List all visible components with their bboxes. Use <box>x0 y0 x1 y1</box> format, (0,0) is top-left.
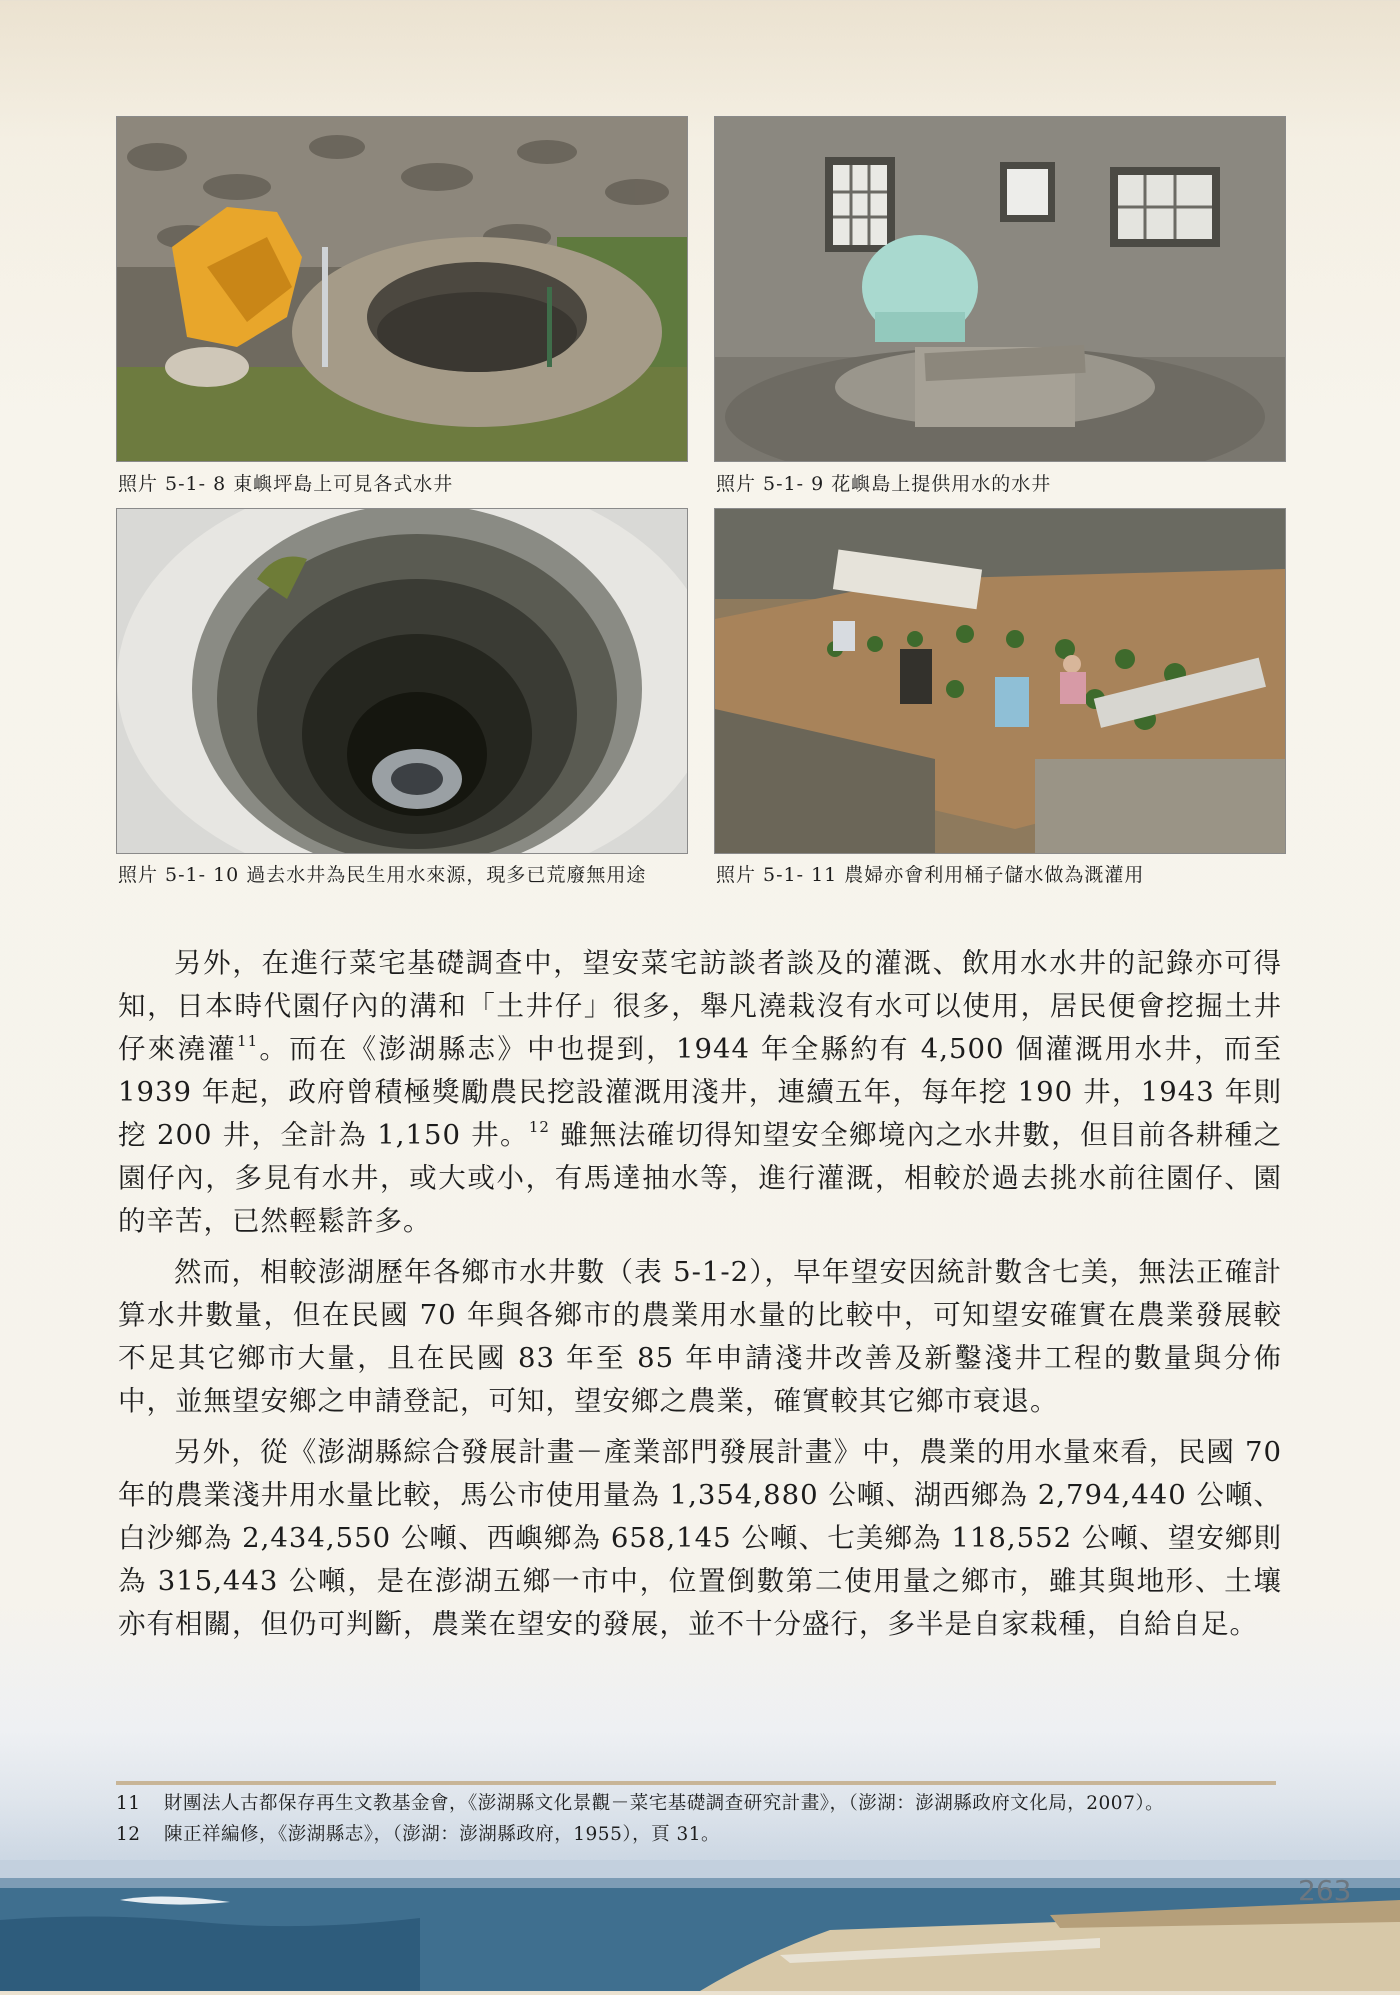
footnote-number: 12 <box>116 1824 141 1845</box>
footnote-ref[interactable]: 12 <box>528 1118 550 1136</box>
photo-caption: 照片 5-1- 8 東嶼坪島上可見各式水井 <box>118 473 454 495</box>
footnotes <box>116 1790 1276 1852</box>
footnote-divider <box>116 1781 1276 1785</box>
body-text <box>118 942 1282 1654</box>
paragraph: 然而，相較澎湖歷年各鄉市水井數（表 5-1-2），早年望安因統計數含七美，無法正確計算水井數量，但在民國 70 年與各鄉市的農業用水量的比較中，可知望安確實在農業發展較不足其它鄉市大量，且在民國 83 年至 85 年申請淺井改善及新鑿淺井工程的數量與分佈中，並無望安鄉之申請登記，可知，望安鄉之農業，確實較其它鄉市衰退。 <box>118 1256 1282 1417</box>
page-number: 263 <box>1298 1874 1352 1907</box>
footnote-text: 陳正祥編修，《澎湖縣志》，（澎湖：澎湖縣政府，1955），頁 31。 <box>164 1824 721 1845</box>
footnote-number: 11 <box>116 1793 141 1814</box>
footnote <box>116 1821 1276 1848</box>
footnote <box>116 1790 1276 1817</box>
photo-well-huayu <box>714 116 1286 462</box>
footnote-text: 財團法人古都保存再生文教基金會，《澎湖縣文化景觀－菜宅基礎調查研究計畫》，（澎湖：澎湖縣政府文化局，2007）。 <box>164 1793 1165 1814</box>
coast-background-image <box>0 1860 1400 1991</box>
footnote-ref[interactable]: 11 <box>237 1032 259 1050</box>
paragraph: 另外，從《澎湖縣綜合發展計畫－產業部門發展計畫》中，農業的用水量來看，民國 70 年的農業淺井用水量比較，馬公市使用量為 1,354,880 公噸、湖西鄉為 2,794,440 公噸、白沙鄉為 2,434,550 公噸、西嶼鄉為 658,145 公噸、七美鄉為 118,552 公噸、望安鄉則為 315,443 公噸，是在澎湖五鄉一市中，位置倒數第二使用量之鄉市，雖其與地形、土壤亦有相關，但仍可判斷，農業在望安的發展，並不十分盛行，多半是自家栽種，自給自足。 <box>118 1436 1282 1640</box>
photo-abandoned-well <box>116 508 688 854</box>
photo-well-dongyuping <box>116 116 688 462</box>
photo-caption: 照片 5-1- 11 農婦亦會利用桶子儲水做為溉灌用 <box>716 864 1145 886</box>
photo-caption: 照片 5-1- 9 花嶼島上提供用水的水井 <box>716 473 1052 495</box>
photo-farm-woman <box>714 508 1286 854</box>
paragraph: 另外，在進行菜宅基礎調查中，望安菜宅訪談者談及的灌溉、飲用水水井的記錄亦可得知，日本時代園仔內的溝和「土井仔」很多，舉凡澆栽沒有水可以使用，居民便會挖掘土井仔來澆灌$^{11}$。而在《澎湖縣志》中也提到，1944 年全縣約有 4,500 個灌溉用水井，而至 1939 年起，政府曾積極獎勵農民挖設灌溉用淺井，連續五年，每年挖 190 井，1943 年則挖 200 井，全計為 1,150 井。$^{12}$ 雖無法確切得知望安全鄉境內之水井數，但目前各耕種之園仔內，多見有水井，或大或小，有馬達抽水等，進行灌溉，相較於過去挑水前往園仔、園的辛苦，已然輕鬆許多。 <box>118 947 1283 1237</box>
photo-caption: 照片 5-1- 10 過去水井為民生用水來源，現多已荒廢無用途 <box>118 864 647 886</box>
